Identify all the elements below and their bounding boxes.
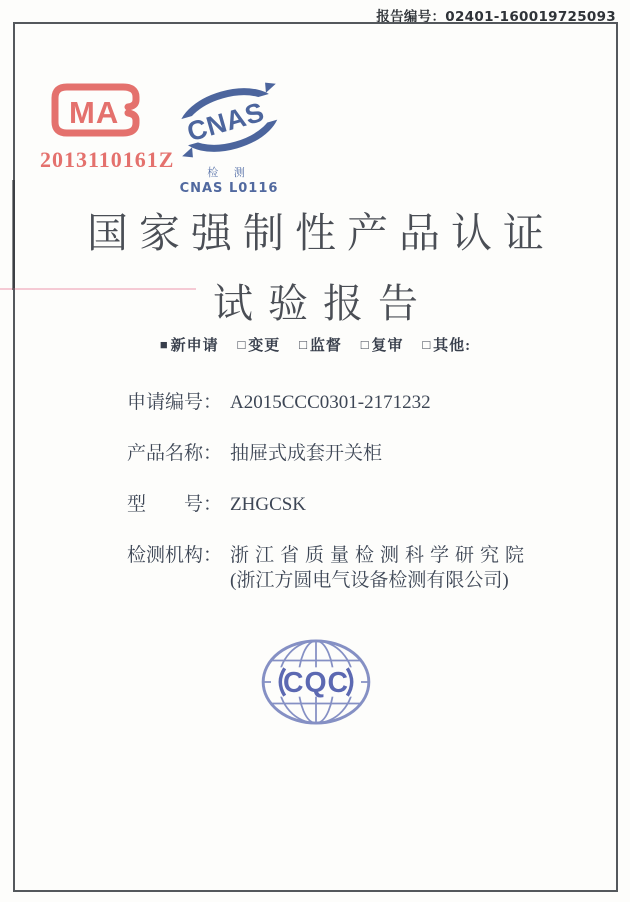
field-label: 申请编号： — [127, 392, 223, 413]
option-label: 新申请 — [170, 338, 219, 354]
application-type-options — [15, 334, 616, 355]
cma-mark — [40, 80, 175, 173]
option-supervision — [299, 334, 342, 355]
cqc-letters: CQC — [282, 666, 349, 699]
cnas-caption-code: CNAS L0116 — [179, 181, 279, 196]
field-label: 型 号： — [127, 494, 223, 515]
cqc-globe-icon — [259, 637, 373, 727]
field-label: 检测机构： — [127, 545, 223, 566]
option-review — [361, 334, 404, 355]
document-title-line1: 国家强制性产品认证 — [87, 210, 555, 256]
field-testing-institution — [127, 543, 530, 593]
field-product-name — [127, 441, 530, 466]
cnas-caption-cn: 检 测 — [207, 166, 251, 179]
checkbox-empty-icon: □ — [299, 337, 308, 352]
option-label: 变更 — [248, 338, 281, 354]
institution-company-note: (浙江方圆电气设备检测有限公司) — [230, 570, 509, 591]
field-model — [127, 492, 530, 517]
scan-artifact-edge-smudge — [12, 180, 15, 290]
option-label: 监督 — [309, 338, 342, 354]
cnas-letters: CNAS — [183, 96, 268, 148]
scan-artifact-pink-line — [0, 288, 196, 290]
report-fields — [127, 390, 530, 619]
cqc-logo — [259, 637, 373, 732]
cma-letters: MA — [69, 95, 120, 130]
institution-name: 浙江省质量检测科学研究院 — [230, 545, 531, 566]
report-number-label: 报告编号： — [376, 9, 446, 25]
report-number-value: 02401-160019725093 — [445, 9, 616, 25]
option-change — [237, 334, 280, 355]
option-new-application — [160, 334, 219, 355]
cnas-logo-icon — [175, 82, 283, 158]
cma-logo-icon — [48, 80, 152, 140]
checkbox-empty-icon: □ — [360, 337, 370, 352]
page-border-frame — [13, 22, 618, 892]
checkbox-empty-icon: □ — [237, 337, 247, 352]
checkbox-checked-icon: ■ — [159, 337, 169, 352]
option-other — [422, 334, 471, 355]
field-application-number — [127, 390, 530, 415]
field-value: ZHGCSK — [230, 494, 307, 515]
field-label: 产品名称： — [127, 443, 223, 464]
option-label: 其他: — [433, 338, 472, 354]
document-title-line2: 试验报告 — [213, 281, 433, 326]
checkbox-empty-icon: □ — [422, 337, 432, 352]
cnas-mark — [173, 82, 285, 196]
field-value: 抽屉式成套开关柜 — [230, 443, 383, 464]
cma-cert-number: 2013110161Z — [40, 147, 175, 172]
field-value: A2015CCC0301-2171232 — [230, 392, 431, 413]
option-label: 复审 — [371, 338, 404, 354]
field-value — [230, 543, 530, 593]
